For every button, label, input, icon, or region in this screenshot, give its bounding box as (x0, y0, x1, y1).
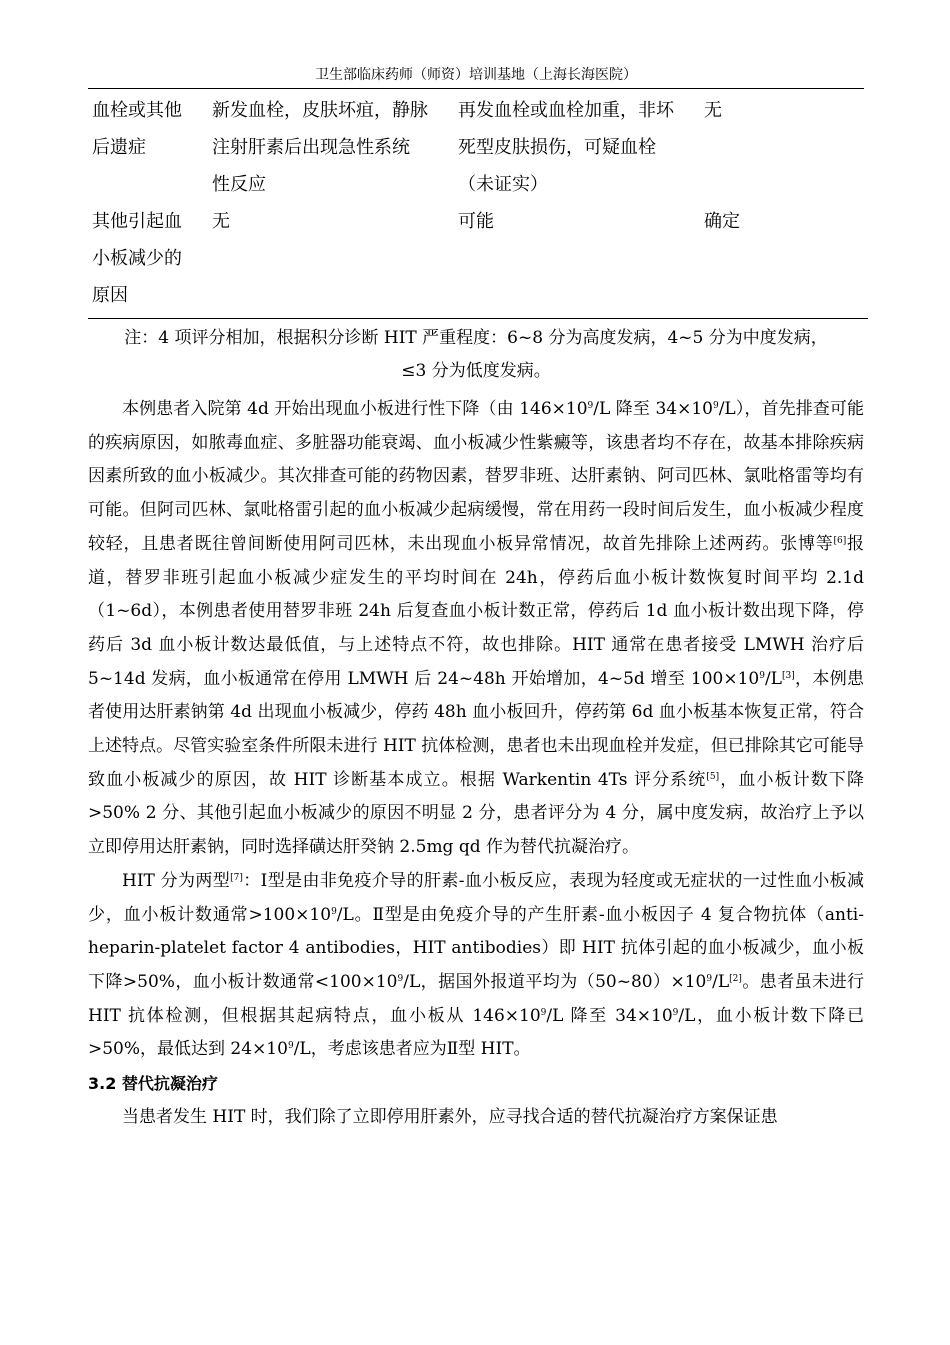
table-row (88, 203, 868, 314)
score-2-cell: 新发血栓，皮肤坏疽，静脉 注射肝素后出现急性系统 性反应 (212, 100, 428, 195)
score-2-cell: 无 (212, 211, 230, 232)
citation: [2] (729, 973, 742, 984)
score-0-cell: 确定 (704, 211, 740, 232)
citation: [5] (706, 771, 720, 782)
page-header (88, 64, 864, 89)
score-0-cell: 无 (704, 100, 722, 121)
score-1-cell: 可能 (458, 211, 494, 232)
table-row (88, 92, 868, 203)
citation: [7] (230, 872, 243, 883)
row-label: 其他引起血 小板减少的 原因 (92, 211, 182, 306)
paragraph: 当患者发生 HIT 时，我们除了立即停用肝素外，应寻找合适的替代抗凝治疗方案保证患 (122, 1106, 778, 1127)
note-line-1: 注：4 项评分相加，根据积分诊断 HIT 严重程度：6~8 分为高度发病，4~5 分为中度发病， (124, 328, 828, 348)
citation: [6] (833, 535, 847, 546)
section-heading: 3.2 替代抗凝治疗 (88, 1074, 218, 1094)
paragraph: HIT 分为两型[7]：Ⅰ型是由非免疫介导的肝素-血小板反应，表现为轻度或无症状的一过性血小板减少，血小板计数通常$>100\times 10^9/L$。Ⅱ型是由免疫介导的产生肝素-血小板因子 4 复合物抗体（anti-heparin-platelet factor 4 antibodies，HIT antibodies）即 HIT 抗体引起的血小板减少，血小板下降>50%，血小板计数通常$<100\times 10^9/L$，据国外报道平均为$(50\sim 80)\times 10^9/L[2]$。患者虽未进行 HIT 抗体检测，但根据其起病特点，血小板从 $146\times 10^9/L$ 降至 $34\times 10^9/L$，血小板计数下降已>50%，最低达到 $24\times 10^9/L$，考虑该患者应为Ⅱ型 HIT。 (88, 870, 865, 1060)
citation: [3] (781, 670, 795, 681)
table-note (88, 322, 864, 388)
row-label: 血栓或其他 后遗症 (92, 100, 182, 158)
paragraph: 本例患者入院第 4d 开始出现血小板进行性下降（由 $146\times 10^9/L$ 降至 $34\times 10^9/L$），首先排查可能的疾病原因，如脓毒血症、多脏器功能衰竭、血小板减少性紫癜等，该患者均不存在，故基本排除疾病因素所致的血小板减少。其次排查可能的药物因素，替罗非班、达肝素钠、阿司匹林、氯吡格雷等均有可能。但阿司匹林、氯吡格雷引起的血小板减少起病缓慢，常在用药一段时间后发生，血小板减少程度较轻，且患者既往曾间断使用阿司匹林，未出现血小板异常情况，故首先排除上述两药。张博等[6]报道，替罗非班引起血小板减少症发生的平均时间在 24h，停药后血小板计数恢复时间平均 2.1d（1~6d），本例患者使用替罗非班 24h 后复查血小板计数正常，停药后 1d 血小板计数出现下降，停药后 3d 血小板计数达最低值，与上述特点不符，故也排除。HIT 通常在患者接受 LMWH 治疗后 5~14d 发病，血小板通常在停用 LMWH 后 24~48h 开始增加，4~5d 增至 $100\times 10^9/L[3]$，本例患者使用达肝素钠第 4d 出现血小板减少，停药 48h 血小板回升，停药第 6d 血小板基本恢复正常，符合上述特点。尽管实验室条件所限未进行 HIT 抗体检测，患者也未出现血栓并发症，但已排除其它可能导致血小板减少的原因，故 HIT 诊断基本成立。根据 Warkentin 4Ts 评分系统[5]，血小板计数下降>50% 2 分、其他引起血小板减少的原因不明显 2 分，患者评分为 4 分，属中度发病，故治疗上予以立即停用达肝素钠，同时选择磺达肝癸钠 2.5mg qd 作为替代抗凝治疗。 (88, 399, 865, 858)
score-1-cell: 再发血栓或血栓加重，非坏 死型皮肤损伤，可疑血栓 （未证实） (458, 100, 674, 195)
header-title: 卫生部临床药师（师资）培训基地（上海长海医院） (315, 67, 637, 83)
note-line-2: ≤3 分为低度发病。 (401, 361, 551, 381)
body-text (88, 393, 864, 1134)
scoring-table (88, 92, 868, 319)
